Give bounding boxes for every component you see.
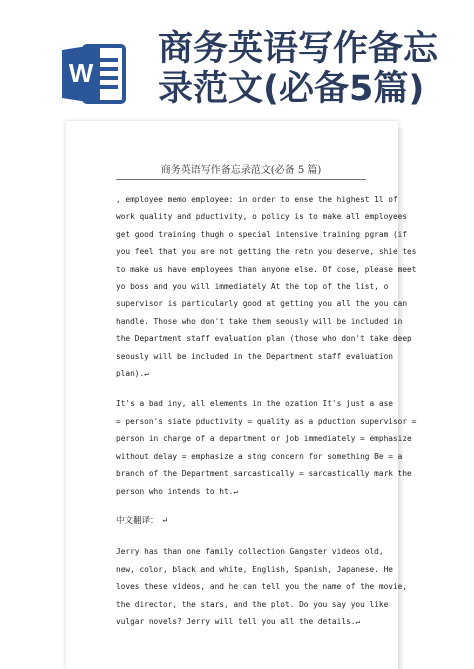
text-line: the director, the stars, and the plot. Do you say you like — [116, 599, 389, 609]
text-line: branch of the Department sarcastically = sarcastically mark the — [116, 469, 412, 479]
svg-text:W: W — [68, 58, 94, 88]
text-line: person who intends to ht.↵ — [116, 486, 239, 496]
cover-title-line-1: 商务英语写作备忘 — [158, 29, 439, 69]
text-line: loves these videos, and he can tell you the name of the movie, — [116, 582, 408, 592]
text-line: seously will be included in the Department staff evaluation — [116, 351, 393, 361]
page-header: 商务英语写作备忘录范文(必备 5 篇) — [116, 161, 366, 180]
text-line: , employee memo employee: in order to ense the highest 1l of — [116, 195, 398, 204]
text-line: get good training thugh o special intensive training pgram (if — [116, 229, 408, 239]
text-line: new, color, black and white, English, Spanish, Japanese. He — [116, 564, 393, 574]
text-line: work quality and pductivity, o policy is to make all employees — [116, 212, 408, 222]
text-line: supervisor is particularly good at getting you all the you can — [116, 299, 408, 309]
cover-header — [0, 0, 474, 125]
paragraph-3 — [116, 543, 408, 630]
text-line: without delay = emphasize a stng concern for something Be = a — [116, 451, 403, 461]
text-line: person in charge of a department or job immediately = emphasize — [116, 434, 412, 444]
text-line: you feel that you are not getting the retn you deserve, shie tes — [116, 247, 417, 257]
text-line: = person's siate pductivity = quality as a pduction supervisor = — [116, 416, 417, 426]
word-document-icon — [58, 38, 130, 110]
text-line: vulgar novels? Jerry will tell you all the details.↵ — [116, 616, 361, 626]
text-line: It's a bad iny, all elements in the ozation It's just a ase — [116, 399, 393, 409]
section-label: 中文翻译： ↵ — [116, 515, 169, 526]
cover-title — [158, 29, 458, 109]
text-line: plan).↵ — [116, 369, 149, 379]
paragraph-1 — [116, 191, 417, 382]
paragraph-2 — [116, 395, 417, 499]
text-line: to make us have employees than anyone else. Of cose, please meet — [116, 264, 417, 274]
text-line: Jerry has than one family collection Gangster videos old, — [116, 547, 384, 557]
text-line: yo boss and you will immediately At the top of the list, o — [116, 282, 389, 292]
text-line: the Department staff evaluation plan (those who don't take deep — [116, 334, 412, 344]
text-line: handle. Those who don't take them seously will be included in — [116, 316, 403, 326]
cover-title-line-2: 录范文(必备5篇) — [158, 69, 425, 109]
document-page — [66, 121, 417, 669]
document-body — [116, 191, 417, 630]
